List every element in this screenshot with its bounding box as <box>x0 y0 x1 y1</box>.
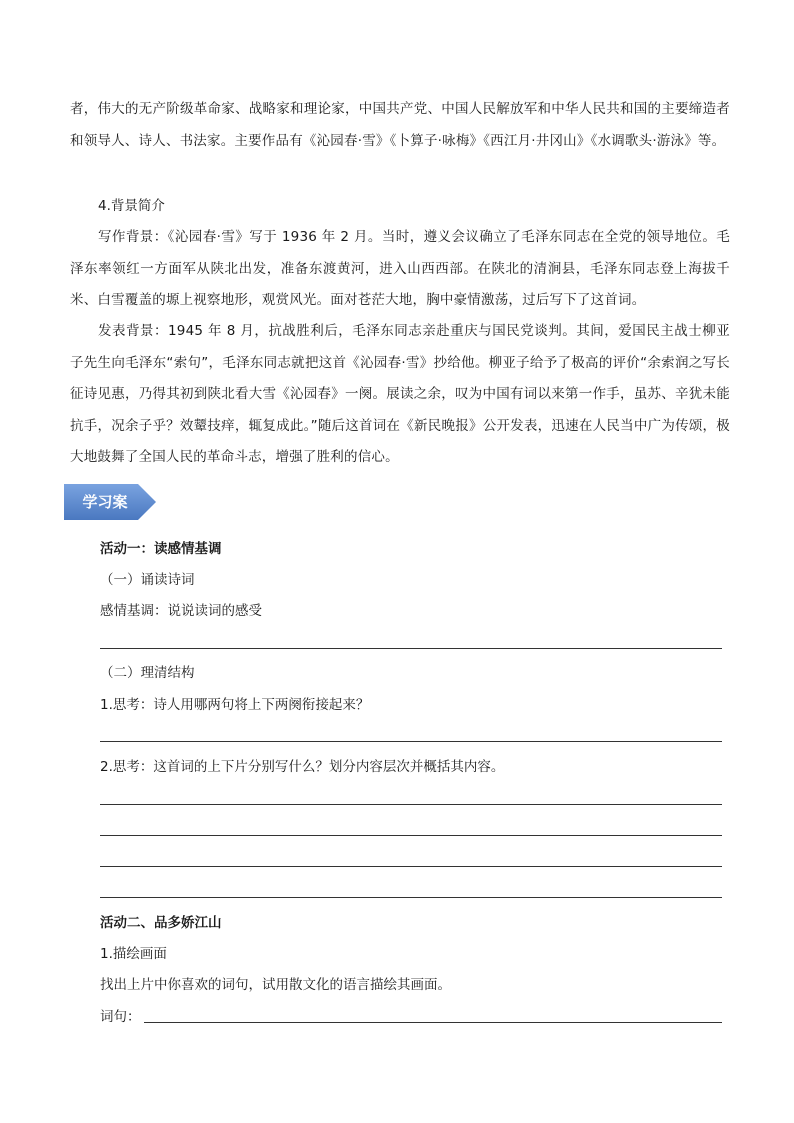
answer-line[interactable] <box>100 648 722 649</box>
answer-line[interactable] <box>100 866 722 867</box>
ci-answer-line[interactable] <box>144 1022 722 1023</box>
answer-line[interactable] <box>100 804 722 805</box>
publishing-background-paragraph: 发表背景：1945 年 8 月，抗战胜利后，毛泽东同志亲赴重庆与国民党谈判。其间，爱国民主战士柳亚子先生向毛泽东“索句”，毛泽东同志就把这首《沁园春·雪》抄给他。柳亚子给予了极高的评价“余索润之写长征诗见惠，乃得其初到陕北看大雪《沁园春》一阕。展读之余，叹为中国有词以来第一作手，虽苏、辛犹未能抗手，况余子乎？效颦技痒，辄复成此。”随后这首词在《新民晚报》公开发表，迅速在人民当中广为传颂，极大地鼓舞了全国人民的革命斗志，增强了胜利的信心。 <box>70 323 730 465</box>
section-recite: （一）诵读诗词 <box>100 572 195 588</box>
ci-label: 词句： <box>100 1009 141 1025</box>
answer-line[interactable] <box>100 741 722 742</box>
question-2: 2.思考：这首词的上下片分别写什么？划分内容层次并概括其内容。 <box>100 759 505 775</box>
banner-label: 学习案 <box>82 493 128 511</box>
question-1: 1.思考：诗人用哪两句将上下两阕衔接起来？ <box>100 697 370 713</box>
intro-paragraph-author: 者，伟大的无产阶级革命家、战略家和理论家，中国共产党、中国人民解放军和中华人民共和国的主要缔造者和领导人、诗人、书法家。主要作品有《沁园春·雪》《卜算子·咏梅》《西江月·井冈山》《水调歌头·游泳》等。 <box>70 101 730 149</box>
answer-line[interactable] <box>100 835 722 836</box>
writing-background-paragraph: 写作背景：《沁园春·雪》写于 1936 年 2 月。当时，遵义会议确立了毛泽东同志在全党的领导地位。毛泽东率领红一方面军从陕北出发，准备东渡黄河，进入山西西部。在陕北的清涧县，毛泽东同志登上海拔千米、白雪覆盖的塬上视察地形，观赏风光。面对苍茫大地，胸中豪情激荡，过后写下了这首词。 <box>70 229 730 308</box>
depict-scene-heading: 1.描绘画面 <box>100 946 167 962</box>
section-structure: （二）理清结构 <box>100 665 195 681</box>
activity1-title: 活动一：读感情基调 <box>100 541 222 557</box>
depict-instruction: 找出上片中你喜欢的词句，试用散文化的语言描绘其画面。 <box>100 977 451 993</box>
emotion-prompt: 感情基调：说说读词的感受 <box>100 603 262 619</box>
study-plan-banner <box>64 484 156 520</box>
answer-line[interactable] <box>100 897 722 898</box>
background-heading: 4.背景简介 <box>98 198 165 214</box>
activity2-title: 活动二、品多娇江山 <box>100 915 222 931</box>
